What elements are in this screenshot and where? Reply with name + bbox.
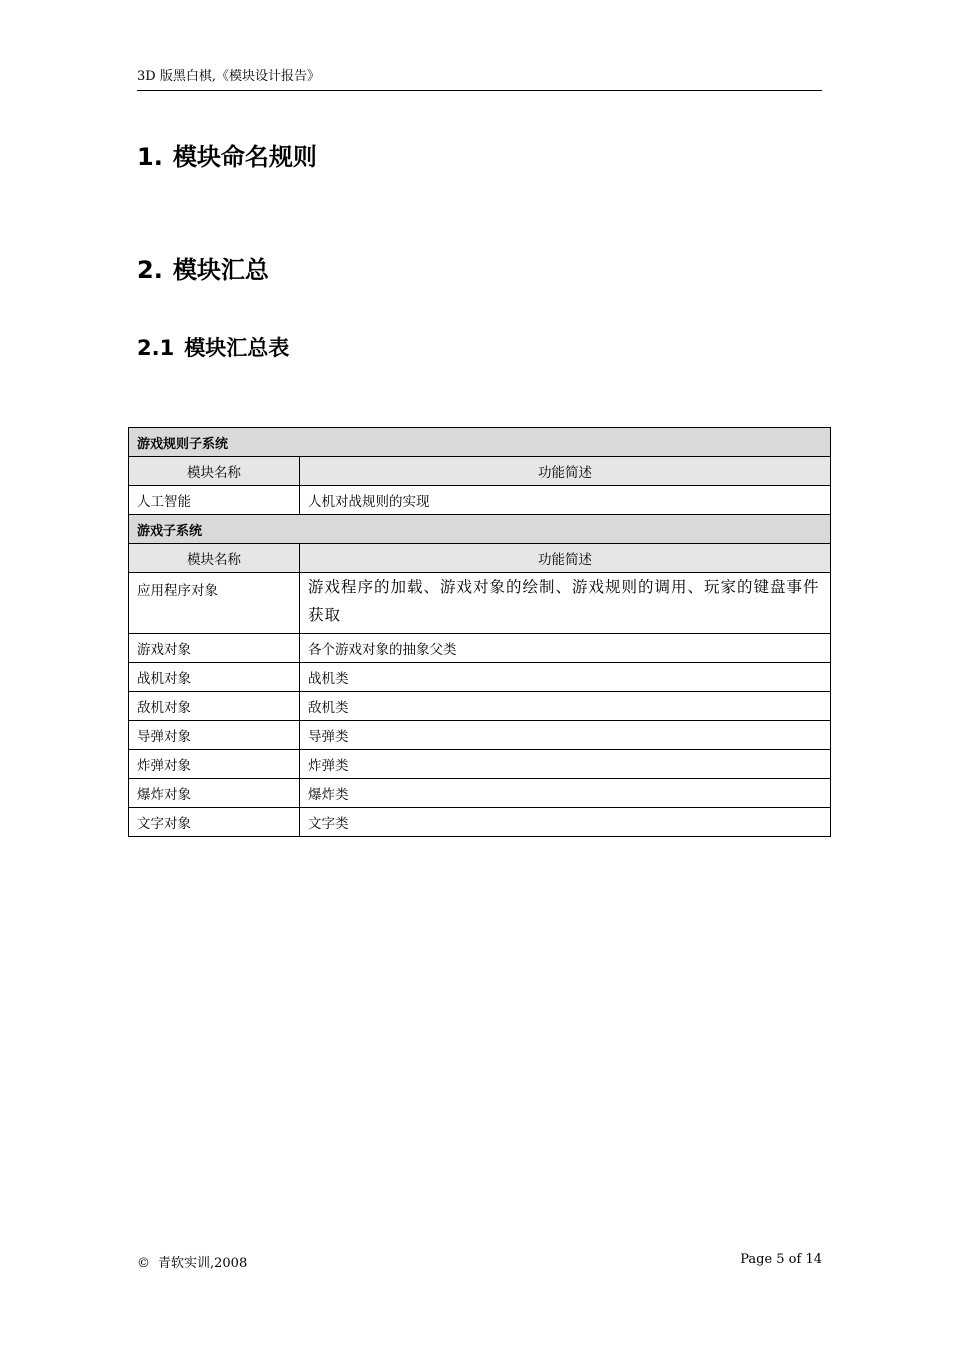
module-desc-cell: 人机对战规则的实现 [300,486,831,515]
heading-section-2 [137,255,269,285]
page-number: Page 5 of 14 [740,1252,822,1267]
table-row [129,721,831,750]
section-title: 模块汇总 [172,256,269,284]
copyright-icon: © [137,1256,150,1271]
page-footer-copyright [137,1252,247,1271]
column-header-name: 模块名称 [129,544,300,573]
group-title: 游戏规则子系统 [129,428,831,457]
section-number: 2. [137,256,163,284]
section-title: 模块命名规则 [172,143,317,171]
copyright-text: 青软实训,2008 [158,1256,248,1271]
heading-section-2-1 [137,333,289,363]
table-row [129,692,831,721]
table-row [129,573,831,634]
page-header [137,66,822,91]
module-desc-cell: 爆炸类 [300,779,831,808]
table-group-header [129,428,831,457]
module-name-cell: 导弹对象 [129,721,300,750]
heading-section-1 [137,142,317,172]
module-desc-cell: 文字类 [300,808,831,837]
section-number: 2.1 [137,336,175,360]
module-name-cell: 爆炸对象 [129,779,300,808]
module-desc-cell: 各个游戏对象的抽象父类 [300,634,831,663]
group-title: 游戏子系统 [129,515,831,544]
module-desc-cell: 炸弹类 [300,750,831,779]
table-row [129,634,831,663]
column-header-desc: 功能简述 [300,457,831,486]
section-title: 模块汇总表 [184,336,290,360]
module-name-cell: 应用程序对象 [129,573,300,634]
table-column-header [129,457,831,486]
module-name-cell: 文字对象 [129,808,300,837]
module-name-cell: 炸弹对象 [129,750,300,779]
module-summary-table [128,427,831,837]
table-group-header [129,515,831,544]
table-row [129,779,831,808]
table-row [129,486,831,515]
module-desc-cell: 战机类 [300,663,831,692]
module-name-cell: 敌机对象 [129,692,300,721]
module-name-cell: 游戏对象 [129,634,300,663]
table-row [129,808,831,837]
column-header-desc: 功能简述 [300,544,831,573]
column-header-name: 模块名称 [129,457,300,486]
table-row [129,750,831,779]
module-name-cell: 战机对象 [129,663,300,692]
header-text: 3D 版黑白棋,《模块设计报告》 [137,69,320,84]
module-desc-cell: 游戏程序的加载、游戏对象的绘制、游戏规则的调用、玩家的键盘事件获取 [300,573,831,634]
table-column-header [129,544,831,573]
module-desc-cell: 导弹类 [300,721,831,750]
table-row [129,663,831,692]
module-name-cell: 人工智能 [129,486,300,515]
section-number: 1. [137,143,163,171]
module-desc-cell: 敌机类 [300,692,831,721]
